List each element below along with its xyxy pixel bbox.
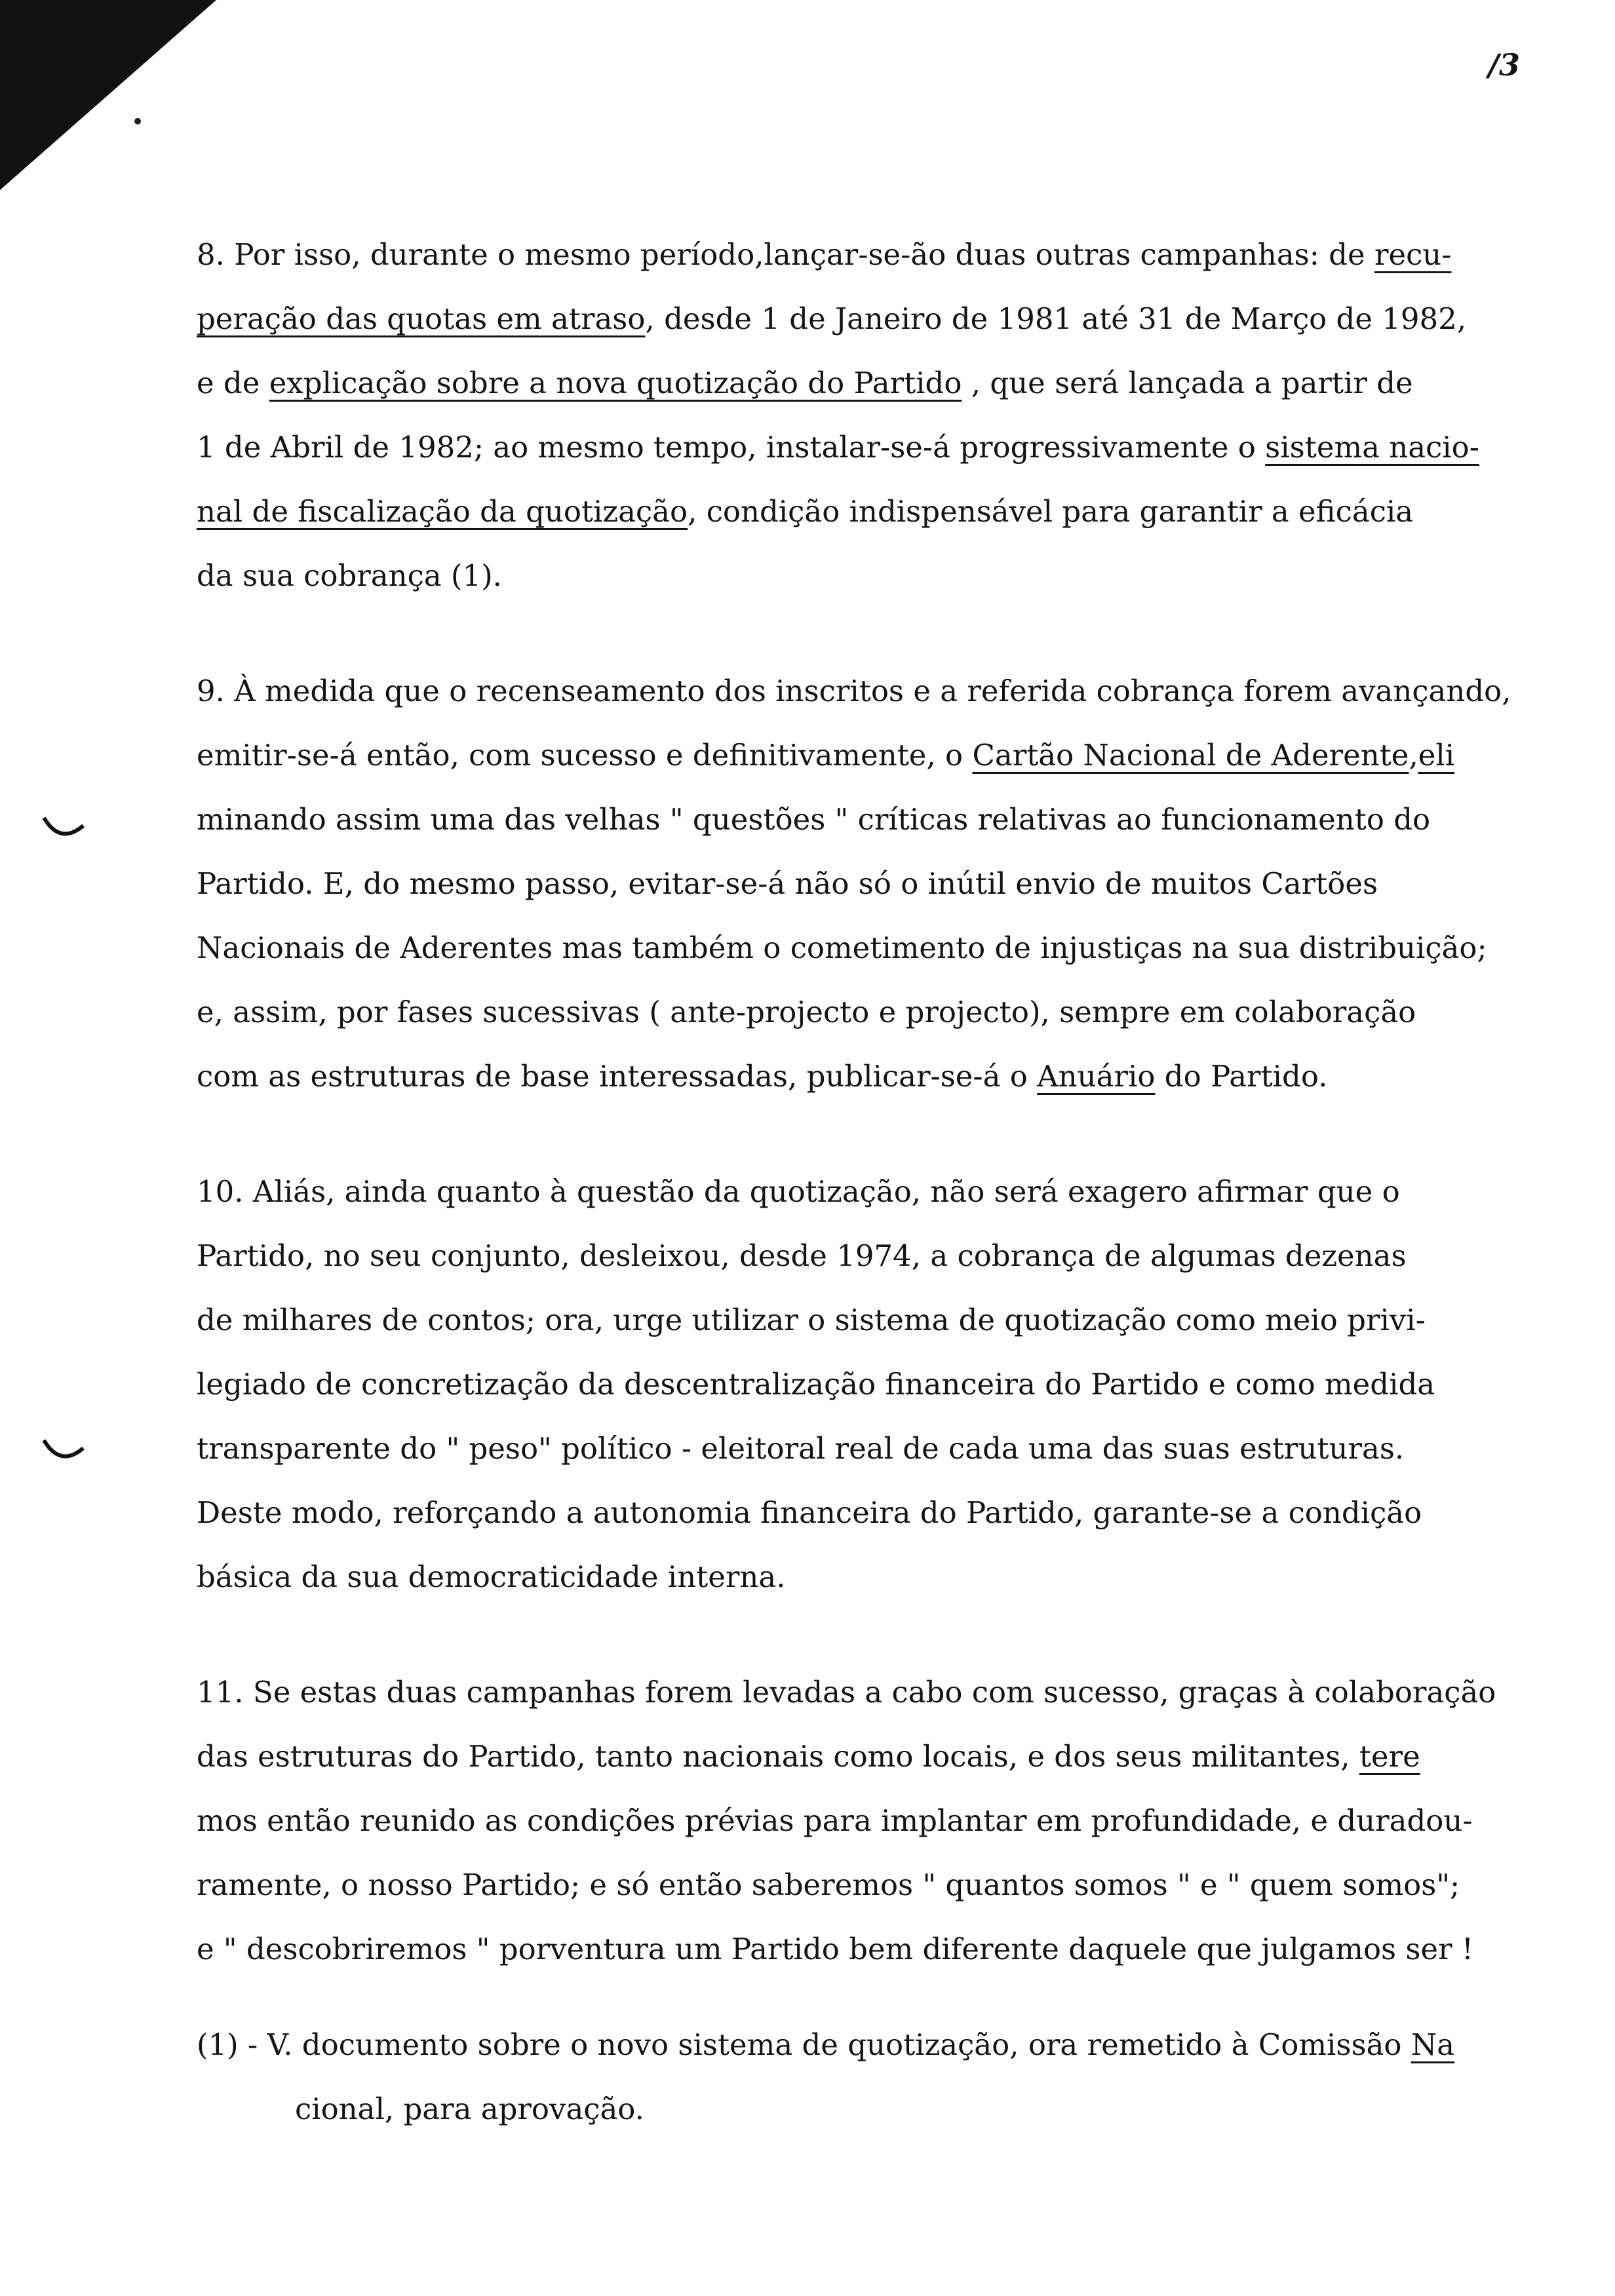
underlined-text: Cartão Nacional de Aderente — [972, 738, 1409, 773]
page-number: /3 — [1488, 47, 1520, 83]
text-line — [197, 1789, 1599, 1853]
text-line — [197, 544, 1599, 608]
text-run: Nacionais de Aderentes mas também o cometimento de injustiças na sua distribuição; — [197, 930, 1487, 965]
text-line — [197, 351, 1599, 415]
paragraph-11 — [197, 1660, 1599, 1981]
text-line — [197, 980, 1599, 1044]
paragraph-9 — [197, 659, 1599, 1109]
text-run: 8. Por isso, durante o mesmo período,lançar-se-ão duas outras campanhas: de — [197, 237, 1374, 272]
underlined-text: recu- — [1374, 237, 1452, 272]
text-line — [197, 1224, 1599, 1288]
underlined-text: Na — [1411, 2027, 1455, 2062]
text-run: , — [1409, 738, 1418, 773]
text-line — [197, 1044, 1599, 1109]
text-line — [197, 788, 1599, 852]
text-run: transparente do " peso" político - eleitoral real de cada uma das suas estruturas. — [197, 1431, 1405, 1466]
text-run: , condição indispensável para garantir a eficácia — [688, 494, 1414, 529]
text-run: do Partido. — [1155, 1059, 1328, 1094]
underlined-text: eli — [1418, 738, 1455, 773]
text-run: 9. À medida que o recenseamento dos inscritos e a referida cobrança forem avançando, — [197, 674, 1511, 708]
text-run: e, assim, por fases sucessivas ( ante-projecto e projecto), sempre em colaboração — [197, 995, 1416, 1029]
text-line — [197, 1160, 1599, 1224]
text-run: , que será lançada a partir de — [962, 366, 1413, 400]
text-line — [197, 2077, 1599, 2141]
text-line — [197, 415, 1599, 480]
text-run: das estruturas do Partido, tanto nacionais como locais, e dos seus militantes, — [197, 1739, 1359, 1774]
text-run: minando assim uma das velhas " questões " críticas relativas ao funcionamento do — [197, 802, 1431, 837]
text-line — [197, 723, 1599, 788]
text-line — [197, 1481, 1599, 1545]
punch-hole-mark-top — [41, 813, 87, 845]
text-line — [197, 287, 1599, 351]
text-line — [197, 1853, 1599, 1917]
text-run: de milhares de contos; ora, urge utilizar o sistema de quotização como meio privi- — [197, 1303, 1426, 1337]
text-line — [197, 1917, 1599, 1981]
text-run: com as estruturas de base interessadas, publicar-se-á o — [197, 1059, 1038, 1094]
underlined-text: peração das quotas em atraso — [197, 301, 646, 336]
text-run: Deste modo, reforçando a autonomia financeira do Partido, garante-se a condição — [197, 1495, 1422, 1530]
text-line — [197, 1545, 1599, 1609]
text-run: (1) - V. documento sobre o novo sistema de quotização, ora remetido à Comissão — [197, 2027, 1411, 2062]
text-run: Partido. E, do mesmo passo, evitar-se-á não só o inútil envio de muitos Cartões — [197, 866, 1378, 901]
punch-hole-mark-bottom — [41, 1435, 87, 1468]
text-line — [197, 1352, 1599, 1417]
text-line — [197, 852, 1599, 916]
text-run: Partido, no seu conjunto, desleixou, desde 1974, a cobrança de algumas dezenas — [197, 1238, 1407, 1273]
underlined-text: explicação sobre a nova quotização do Partido — [269, 366, 962, 400]
underlined-text: nal de fiscalização da quotização — [197, 494, 688, 529]
text-line — [197, 223, 1599, 287]
underlined-text: Anuário — [1037, 1059, 1156, 1094]
footnote-1 — [197, 2013, 1599, 2141]
paragraph-8 — [197, 223, 1599, 608]
text-run: e " descobriremos " porventura um Partido bem diferente daquele que julgamos ser ! — [197, 1932, 1474, 1966]
text-run: 10. Aliás, ainda quanto à questão da quotização, não será exagero afirmar que o — [197, 1174, 1400, 1209]
text-run: , desde 1 de Janeiro de 1981 até 31 de Março de 1982, — [645, 301, 1467, 336]
text-run: da sua cobrança (1). — [197, 558, 502, 593]
text-line — [197, 2013, 1599, 2077]
text-line — [197, 916, 1599, 980]
text-line — [197, 1660, 1599, 1725]
document-body — [197, 223, 1599, 2192]
text-line — [197, 659, 1599, 723]
text-line — [197, 1288, 1599, 1352]
text-line — [197, 1725, 1599, 1789]
text-run: e de — [197, 366, 269, 400]
underlined-text: tere — [1359, 1739, 1420, 1774]
text-run: mos então reunido as condições prévias para implantar em profundidade, e duradou- — [197, 1803, 1473, 1838]
text-run: ramente, o nosso Partido; e só então saberemos " quantos somos " e " quem somos"; — [197, 1867, 1460, 1902]
text-line — [197, 480, 1599, 544]
scan-corner-shadow — [0, 0, 216, 190]
paragraph-10 — [197, 1160, 1599, 1609]
text-run: 1 de Abril de 1982; ao mesmo tempo, instalar-se-á progressivamente o — [197, 430, 1266, 465]
text-line — [197, 1417, 1599, 1481]
text-run: legiado de concretização da descentralização financeira do Partido e como medida — [197, 1367, 1435, 1402]
text-run: 11. Se estas duas campanhas forem levadas a cabo com sucesso, graças à colaboração — [197, 1675, 1496, 1710]
underlined-text: sistema nacio- — [1265, 430, 1479, 465]
text-run: emitir-se-á então, com sucesso e definitivamente, o — [197, 738, 973, 773]
text-run: cional, para aprovação. — [295, 2092, 644, 2126]
text-run: básica da sua democraticidade interna. — [197, 1559, 786, 1594]
